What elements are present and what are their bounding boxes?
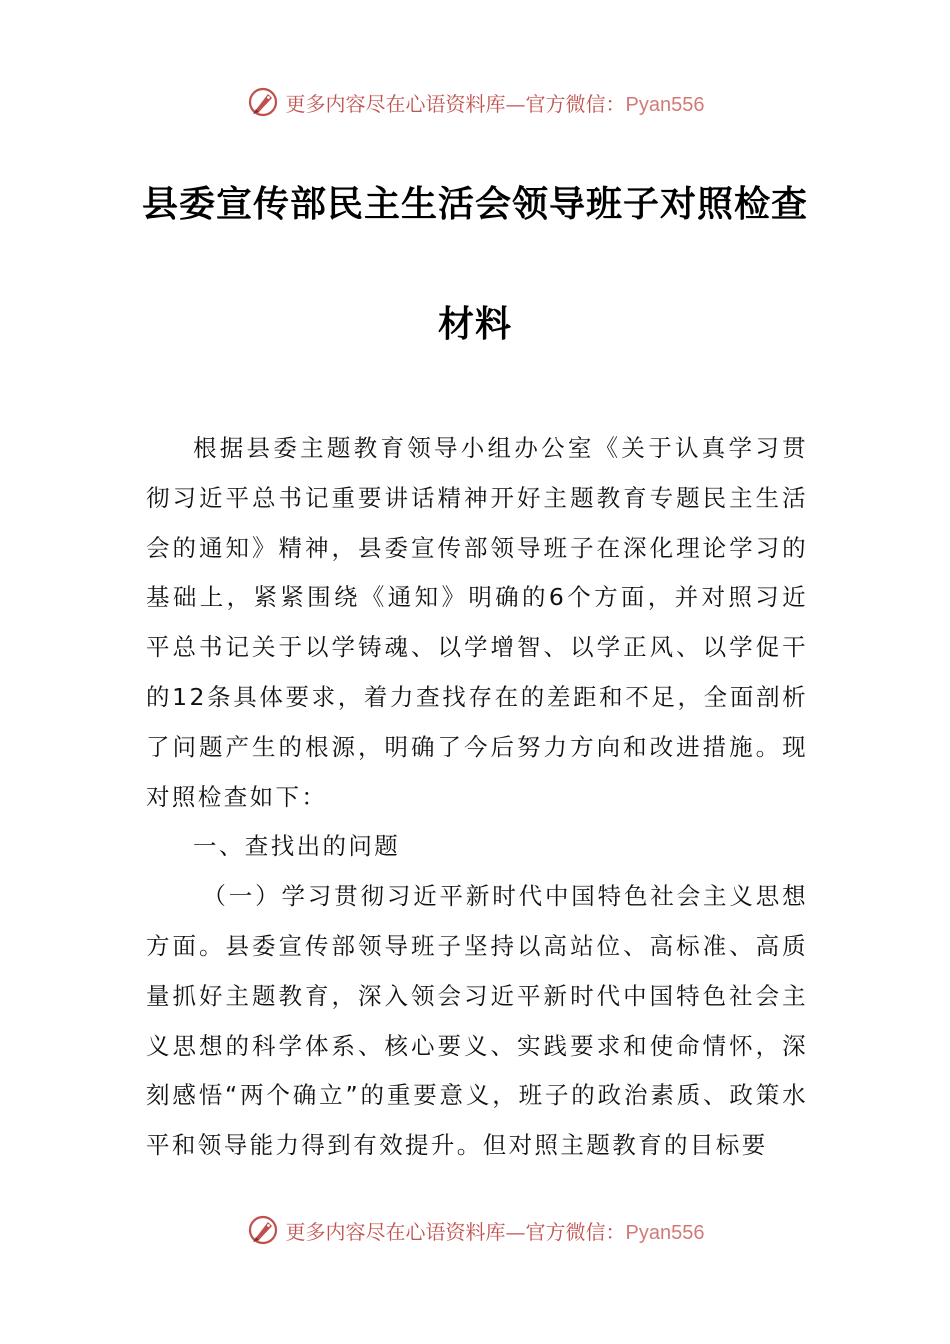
- watermark-footer: [0, 1210, 950, 1250]
- document-title-line1: 县委宣传部民主生活会领导班子对照检查: [141, 183, 808, 225]
- watermark-header: [0, 82, 950, 122]
- watermark-header-label: 更多内容尽在心语资料库—官方微信：: [285, 91, 626, 116]
- paragraph-intro: 根据县委主题教育领导小组办公室《关于认真学习贯彻习近平总书记重要讲话精神开好主题教育专题民主生活会的通知》精神，县委宣传部领导班子在深化理论学习的基础上，紧紧围绕《通知》明确的6个方面，并对照习近平总书记关于以学铸魂、以学增智、以学正风、以学促干的12条具体要求，着力查找存在的差距和不足，全面剖析了问题产生的根源，明确了今后努力方向和改进措施。现对照检查如下：: [146, 434, 808, 811]
- watermark-header-inner: [246, 85, 705, 119]
- pen-nib-icon: [246, 85, 280, 119]
- watermark-header-wechat-id: Pyan556: [625, 93, 705, 116]
- document-title-line2: 材料: [437, 303, 512, 345]
- watermark-footer-label: 更多内容尽在心语资料库—官方微信：: [285, 1219, 626, 1244]
- pen-nib-icon: [246, 1213, 280, 1247]
- document-body: [146, 424, 808, 1171]
- section-heading-1: 一、查找出的问题: [193, 832, 401, 861]
- watermark-footer-inner: [246, 1213, 705, 1247]
- watermark-header-text: [286, 88, 705, 117]
- subsection-paragraph-1: （一）学习贯彻习近平新时代中国特色社会主义思想方面。县委宣传部领导班子坚持以高站位、高标准、高质量抓好主题教育，深入领会习近平新时代中国特色社会主义思想的科学体系、核心要义、实践要求和使命情怀，深刻感悟“两个确立”的重要意义，班子的政治素质、政策水平和领导能力得到有效提升。但对照主题教育的目标要: [146, 882, 808, 1160]
- watermark-footer-wechat-id: Pyan556: [625, 1221, 705, 1244]
- watermark-footer-text: [286, 1216, 705, 1245]
